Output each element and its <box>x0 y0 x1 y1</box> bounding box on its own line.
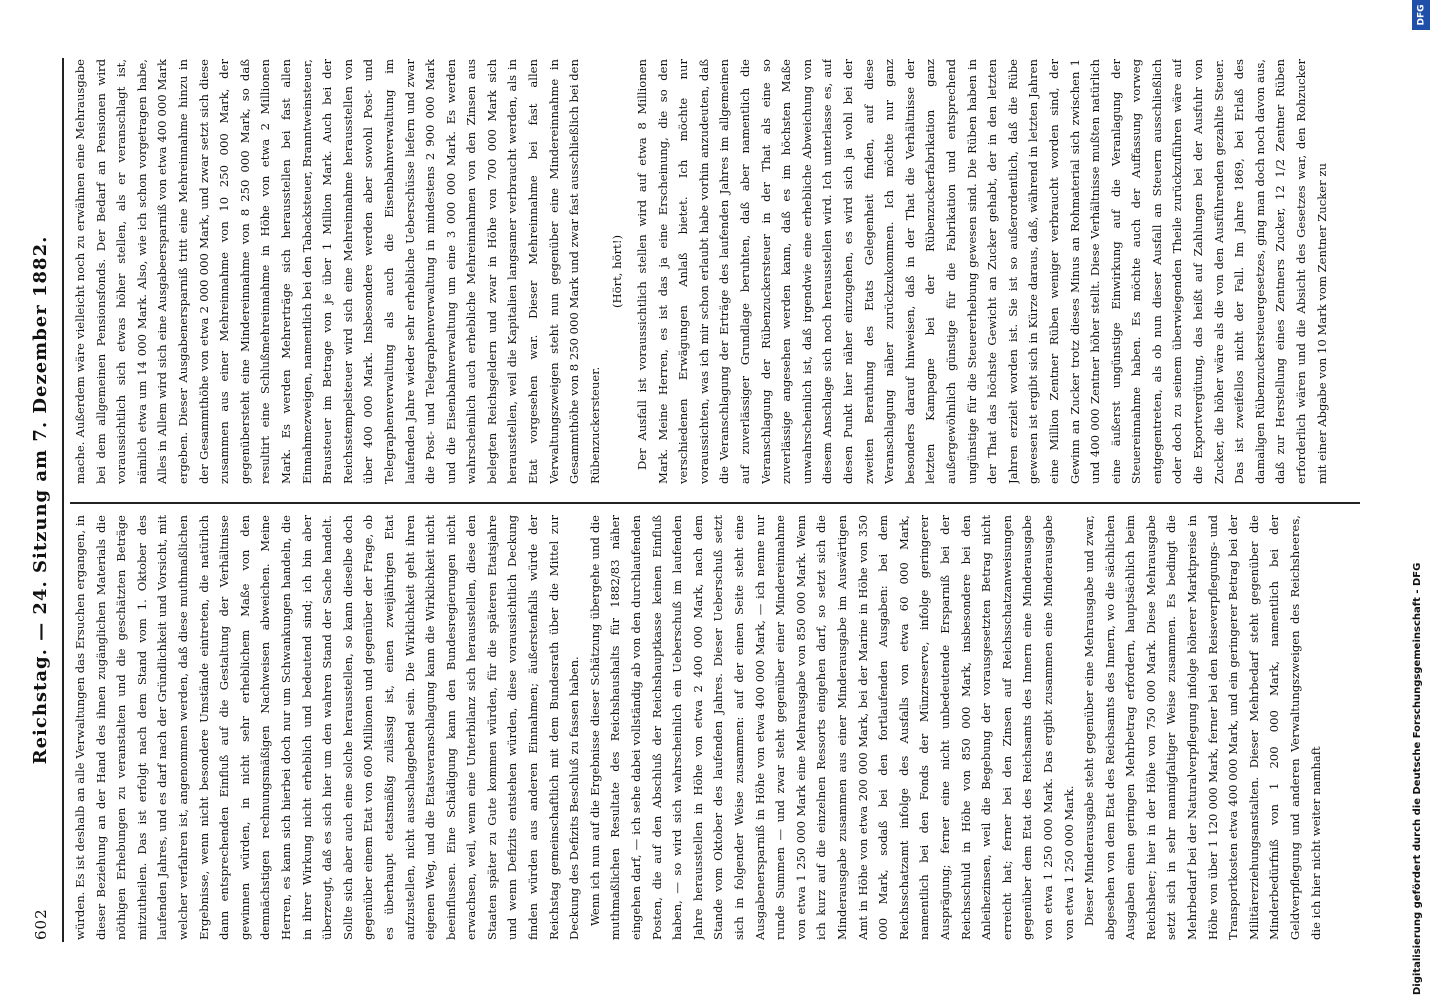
left-paragraph-2: Wenn ich nun auf die Ergebnisse dieser Schätzung übergehe und die muthmaßlichen Resultate des Reichshaushalts für 1882/83 näher eingehen darf, — ich sehe dabei vollständig ab von den durchlaufenden Posten, die auf den Abschluß der Reichshauptkasse keinen Einfluß haben, — so wird sich wahrscheinlich ein Ueberschuß im laufenden Jahre herausstellen in Höhe von etwa 2 400 000 Mark, nach dem Stande vom Oktober des laufenden Jahres. Dieser Ueberschuß setzt sich in folgender Weise zusammen: auf der einen Seite steht eine Ausgabenersparniß in Höhe von etwa 400 000 Mark, — ich nenne nur runde Summen — und zwar steht gegenüber einer Mindereinnahme von etwa 1 250 000 Mark eine Mehrausgabe von 850 000 Mark. Wenn ich kurz auf die einzelnen Ressorts eingehen darf, so setzt sich die Minderausgabe zusammen aus einer Minderausgabe im Auswärtigen Amt in Höhe von etwa 200 000 Mark, bei der Marine in Höhe von 350 000 Mark, sodaß bei den fortlaufenden Ausgaben: bei dem Reichsschatzamt infolge des Ausfalls von etwa 60 000 Mark, namentlich bei den Fonds der Münzreserve, infolge geringerer Ausprägung; ferner eine nicht unbedeutende Ersparniß bei der Reichsschuld in Höhe von 850 000 Mark, insbesondere bei den Anleihezinsen, weil die Begebung der vorausgesetzten Betrag nicht erreicht hat; ferner bei den Zinsen auf Reichsschatzanweisungen gegenüber dem Etat des Reichsamts des Innern eine Minderausgabe von etwa 1 250 000 Mark. Das ergibt zusammen eine Minderausgabe von etwa 1 250 000 Mark. <box>587 515 1076 940</box>
digitization-note-text: Digitalisierung gefördert durch die Deutsche Forschungsgemeinschaft - DFG <box>1412 562 1423 995</box>
right-paragraph-2: Der Ausfall ist voraussichtlich stellen wird auf etwa 8 Millionen Mark. Meine Herren, es ist das ja eine Erscheinung, die so den verschiedenen Erwägungen Anlaß bietet. Ich möchte nur voraussichten, was ich mir schon erlaubt habe vorhin anzudeuten, daß die Veranschlagung der Erträge des laufenden Jahres im allgemeinen auf zuverlässiger Grundlage beruhten, daß aber namentlich die Veranschlagung der Rübenzuckersteuer in der That als eine so zuverlässige angesehen werden kann, daß es im höchsten Maße unwahrscheinlich ist, daß irgendwie eine erhebliche Abweichung von diesem Anschlage sich noch herausstellen wird. Ich unterlasse es, auf diesen Punkt hier näher einzugehen, es wird sich ja wohl bei der zweiten Berathung des Etats Gelegenheit finden, auf diese Veranschlagung näher zurückzukommen. Ich möchte nur ganz besonders darauf hinweisen, daß in der That die Verhältnisse der letzten Kampagne bei der Rübenzuckerfabrikation ganz außergewöhnlich günstige für die Fabrikation und entsprechend ungünstige für die Steuererhebung gewesen sind. Die Rüben haben in der That das höchste Gewicht an Zucker gehabt, der in den letzten Jahren erzielt worden ist. Sie ist so außerordentlich, daß die Rübe gewesen ist ergibt sich in Kürze daraus, daß, während in letzten Jahren eine Million Zentner Rüben weniger verbraucht worden sind, der Gewinn an Zucker trotz dieses Minus an Rohmaterial sich zwischen 1 und 400 000 Zentner höher stellt. Diese Verhältnisse mußten natürlich eine äußerst ungünstige Einwirkung auf die Veranlagung der Steuereinnahme haben. Es möchte auch der Auffassung vorweg entgegentreten, als ob nun dieser Ausfall an Steuern ausschließlich oder doch zu seinem überwiegenden Theile zurückzuführen wäre auf die Exportvergütung, das heißt auf Zahlungen bei der Ausfuhr von Zucker, die höher wäre als die von den Ausführenden gezahlte Steuer. Das ist zweifellos nicht der Fall. Im Jahre 1869, bei Erlaß des damaligen Rübenzuckersteuergesetzes, ging man doch noch davon aus, daß zur Herstellung eines Zentners Zucker, 12 1/2 Zentner Rüben erforderlich wären und die Absicht des Gesetzes war, den Rohzucker mit einer Abgabe von 10 Mark vom Zentner Zucker zu <box>635 59 1329 484</box>
dfg-logo-badge <box>1412 0 1430 30</box>
header-rule <box>62 58 64 942</box>
right-column <box>70 59 1360 484</box>
dfg-badge-text: DFG <box>1416 4 1427 26</box>
left-paragraph-3: Dieser Minderausgabe steht gegenüber eine Mehrausgabe und zwar, abgesehen von dem Etat des Reichsamts des Innern, wo die sächlichen Ausgaben einen geringen Mehrbetrag erfordern, hauptsächlich beim Reichsheer; hier in der Höhe von 750 000 Mark. Diese Mehrausgabe setzt sich in sehr mannigfaltiger Weise zusammen. Es bedingt die Mehrbedarf bei der Naturalverpflegung infolge höherer Marktpreise in Höhe von über 1 120 000 Mark, ferner bei den Reiseverpflegungs- und Transportkosten etwa 400 000 Mark, und ein geringerer Betrag bei der Militärerziehungsanstalten. Dieser Mehrbedarf steht gegenüber die Minderbedürfniß von 1 200 000 Mark, namentlich bei der Geldverpflegung und anderen Verwaltungszweigen des Reichsheeres, die ich hier nicht weiter namhaft <box>1082 515 1323 940</box>
left-paragraph-1: würden. Es ist deshalb an alle Verwaltungen das Ersuchen ergangen, in dieser Beziehung an der Hand des ihnen zugänglichen Materials die nöthigen Erhebungen zu veranstalten und die geschätzten Beträge mitzutheilen. Das ist erfolgt nach dem Stand vom 1. Oktober des laufenden Jahres, und es darf nach der Gründlichkeit und Vorsicht, mit welcher verfahren ist, angenommen werden, daß diese muthmaßlichen Ergebnisse, wenn nicht besondere Umstände eintreten, die natürlich dann entsprechenden Einfluß auf die Gestaltung der Verhältnisse gewinnen würden, in nicht sehr erheblichem Maße von den demnächstigen rechnungsmäßigen Nachweisen abweichen. Meine Herren, es kann sich hierbei doch nur um Schwankungen handeln, die in ihrer Wirkung nicht erheblich und bedeutend sind; ich bin aber überzeugt, daß es sich hier um den wahren Stand der Sache handelt. Sollte sich aber auch eine solche herausstellen, so kann dieselbe doch gegenüber einem Etat von 600 Millionen und gegenüber der Frage, ob es überhaupt etatsmäßig zulässig ist, einen zweijährigen Etat aufzustellen, nicht ausschlaggebend sein. Die Wirklichkeit geht ihren eigenen Weg, und die Etatsveranschlagung kann die Wirklichkeit nicht beeinflussen. Eine Schädigung kann den Bundesregierungen nicht erwachsen, weil, wenn eine Unterbilanz sich herausstellen, diese den Staaten später zu Gute kommen würden, für die späteren Etatsjahre und wenn Defizits entstehen würden, diese voraussichtlich Deckung finden würden aus anderen Einnahmen; äußerstenfalls würde der Reichstag gemeinschaftlich mit dem Bundesrath über die Mittel zur Deckung des Defizits Beschluß zu fassen haben. <box>73 515 582 940</box>
page-header <box>30 60 58 940</box>
interjection: (Hört, hört!) <box>610 234 625 309</box>
right-paragraph-1: mache. Außerdem wäre vielleicht noch zu erwähnen eine Mehrausgabe bei dem allgemeinen Pensionsfonds. Der Bedarf an Pensionen wird voraussichtlich sich etwas höher stellen, als er veranschlagt ist, nämlich etwa um 14 000 Mark. Also, wie ich schon vorgetragen habe, Alles in Allem wird sich eine Ausgabeersparniß von etwa 400 000 Mark ergeben. Dieser Ausgabenersparniß tritt eine Mehreinnahme hinzu in der Gesammthöhe von etwa 2 000 000 Mark, und zwar setzt sich diese zusammen aus einer Mehreinnahme von 10 250 000 Mark, der gegenübersteht eine Mindereinnahme von 8 250 000 Mark, so daß resultirt eine Schlußmehreinnahme in Höhe von etwa 2 Millionen Mark. Es werden Mehrerträge sich herausstellen bei fast allen Einnahmezweigen, namentlich bei den Tabacksteuer, Branntweinsteuer, Brausteuer im Betrage von je über 1 Million Mark. Auch bei der Reichsstempelsteuer wird sich eine Mehreinnahme herausstellen von über 400 000 Mark. Insbesondere werden aber sowohl Post- und Telegraphenverwaltung als auch die Eisenbahnverwaltung im laufenden Jahre wieder sehr erhebliche Ueberschüsse liefern und zwar die Post- und Telegraphenverwaltung in mindestens 2 900 000 Mark und die Eisenbahnverwaltung um eine 3 000 000 Mark. Es werden wahrscheinlich auch erhebliche Mehreinnahmen von den Zinsen aus belegten Reichsgeldern und zwar in Höhe von 700 000 Mark sich herausstellen, weil die Kapitalien langsamer verbraucht werden, als in Etat vorgesehen war. Dieser Mehreinnahme bei fast allen Verwaltungszweigen steht nun gegenüber eine Mindereinnahme in Gesammthöhe von 8 250 000 Mark und zwar fast ausschließlich bei den Rübenzuckersteuer. <box>73 59 602 484</box>
digitization-note <box>1410 5 1430 995</box>
page-number: 602 <box>32 908 50 940</box>
left-column <box>70 515 1360 940</box>
running-title: Reichstag. — 24. Sitzung am 7. Dezember 1882. <box>30 235 51 765</box>
column-divider <box>70 503 1360 505</box>
